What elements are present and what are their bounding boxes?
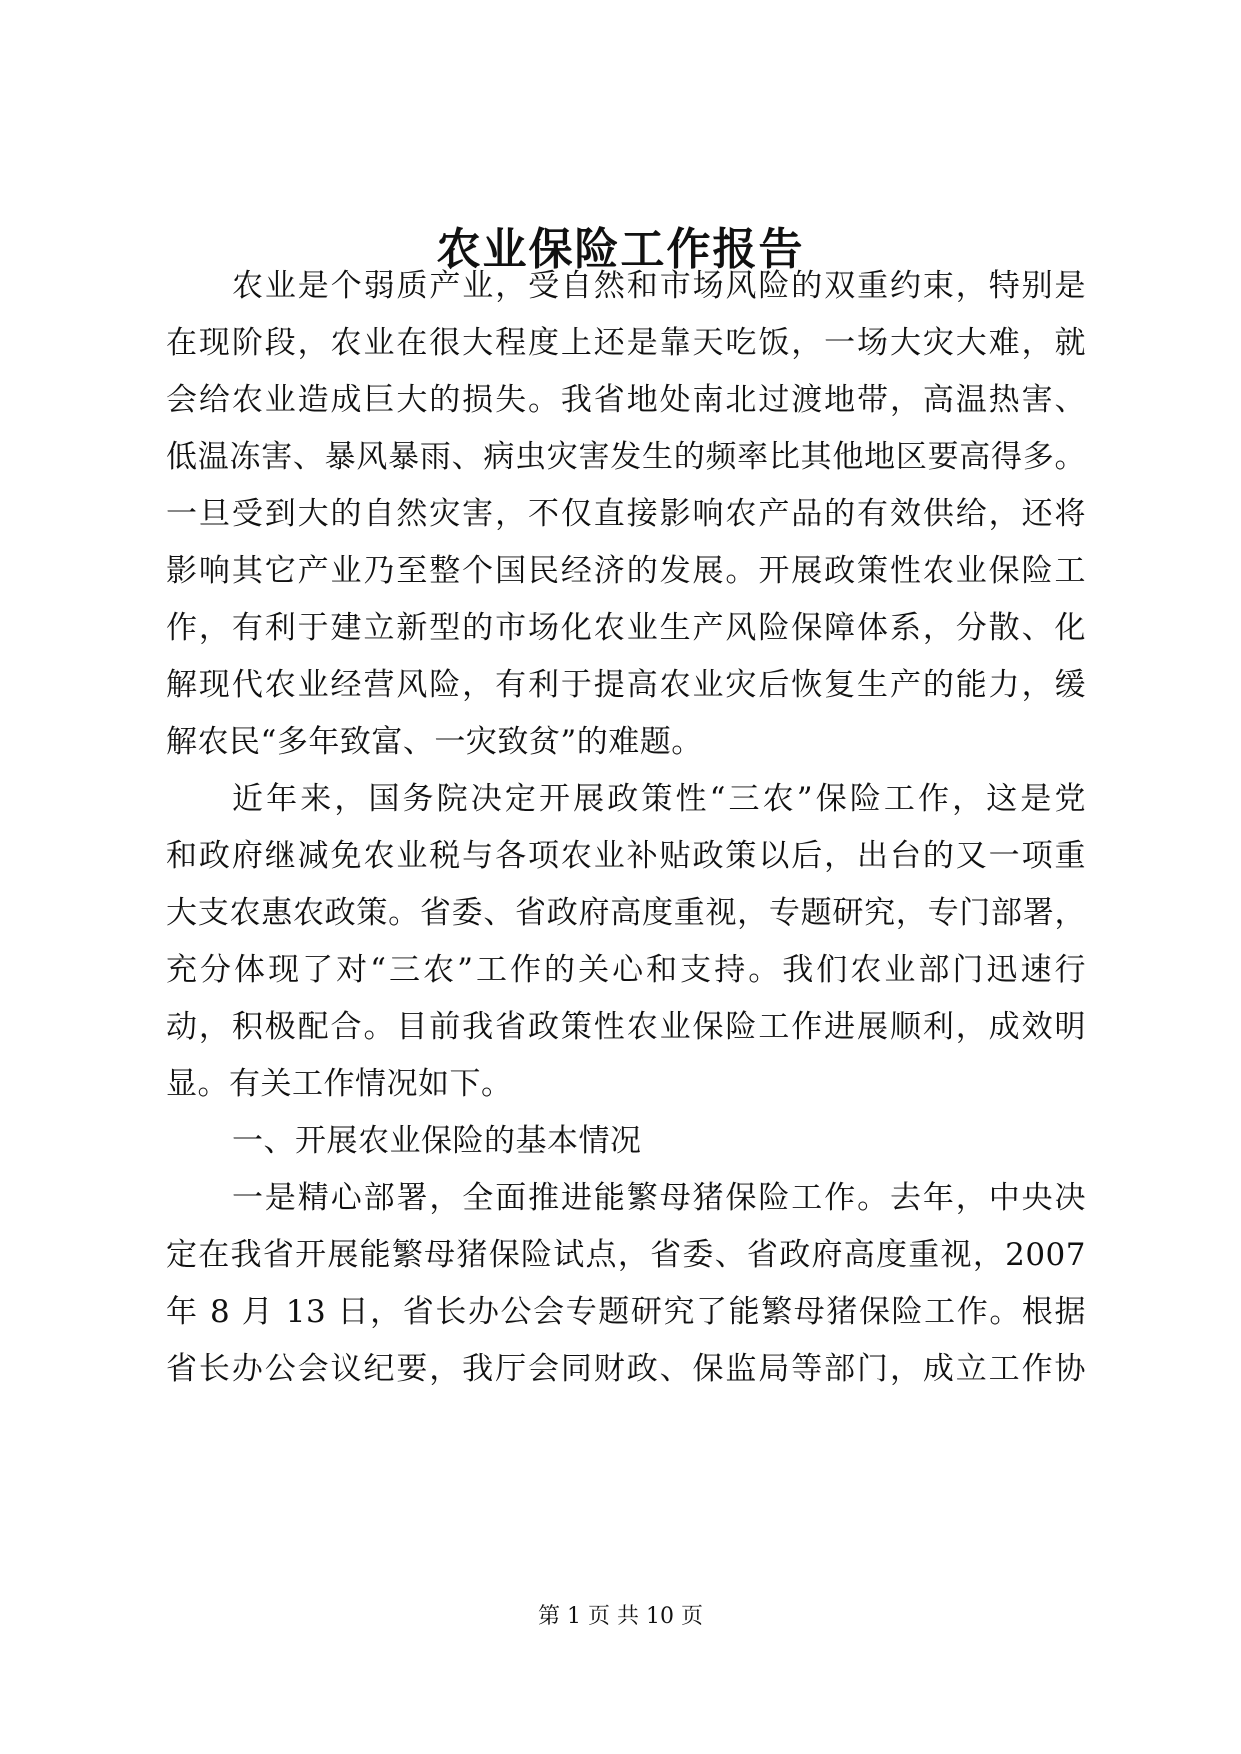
body-line-19: 年 8 月 13 日，省长办公会专题研究了能繁母猪保险工作。根据 bbox=[166, 1294, 1086, 1330]
body-line-9: 解农民“多年致富、一灾致贫”的难题。 bbox=[166, 724, 703, 760]
body-line-5: 一旦受到大的自然灾害，不仅直接影响农产品的有效供给，还将 bbox=[166, 496, 1086, 532]
body-line-13: 充分体现了对“三农”工作的关心和支持。我们农业部门迅速行 bbox=[166, 952, 1086, 988]
body-line-11: 和政府继减免农业税与各项农业补贴政策以后，出台的又一项重 bbox=[166, 838, 1086, 874]
body-line-6: 影响其它产业乃至整个国民经济的发展。开展政策性农业保险工 bbox=[166, 553, 1086, 589]
body-line-8: 解现代农业经营风险，有利于提高农业灾后恢复生产的能力，缓 bbox=[166, 667, 1086, 703]
body-line-20: 省长办公会议纪要，我厅会同财政、保监局等部门，成立工作协 bbox=[166, 1351, 1086, 1387]
body-line-15: 显。有关工作情况如下。 bbox=[166, 1066, 513, 1102]
document-body bbox=[166, 0, 1086, 1754]
body-line-7: 作，有利于建立新型的市场化农业生产风险保障体系，分散、化 bbox=[166, 610, 1086, 646]
body-line-17: 一是精心部署，全面推进能繁母猪保险工作。去年，中央决 bbox=[232, 1180, 1086, 1216]
body-line-2: 在现阶段，农业在很大程度上还是靠天吃饭，一场大灾大难，就 bbox=[166, 325, 1086, 361]
section-heading: 一、开展农业保险的基本情况 bbox=[232, 1123, 642, 1159]
body-line-14: 动，积极配合。目前我省政策性农业保险工作进展顺利，成效明 bbox=[166, 1009, 1086, 1045]
body-line-1: 农业是个弱质产业，受自然和市场风险的双重约束，特别是 bbox=[232, 268, 1086, 304]
body-line-3: 会给农业造成巨大的损失。我省地处南北过渡地带，高温热害、 bbox=[166, 382, 1086, 418]
document-title: 农业保险工作报告 bbox=[436, 224, 805, 275]
body-line-10: 近年来，国务院决定开展政策性“三农”保险工作，这是党 bbox=[232, 781, 1086, 817]
page-footer: 第 1 页 共 10 页 bbox=[538, 1604, 703, 1629]
body-line-4: 低温冻害、暴风暴雨、病虫灾害发生的频率比其他地区要高得多。 bbox=[166, 439, 1086, 475]
body-line-12: 大支农惠农政策。省委、省政府高度重视，专题研究，专门部署， bbox=[166, 895, 1086, 931]
body-line-18: 定在我省开展能繁母猪保险试点，省委、省政府高度重视，2007 bbox=[166, 1237, 1086, 1273]
